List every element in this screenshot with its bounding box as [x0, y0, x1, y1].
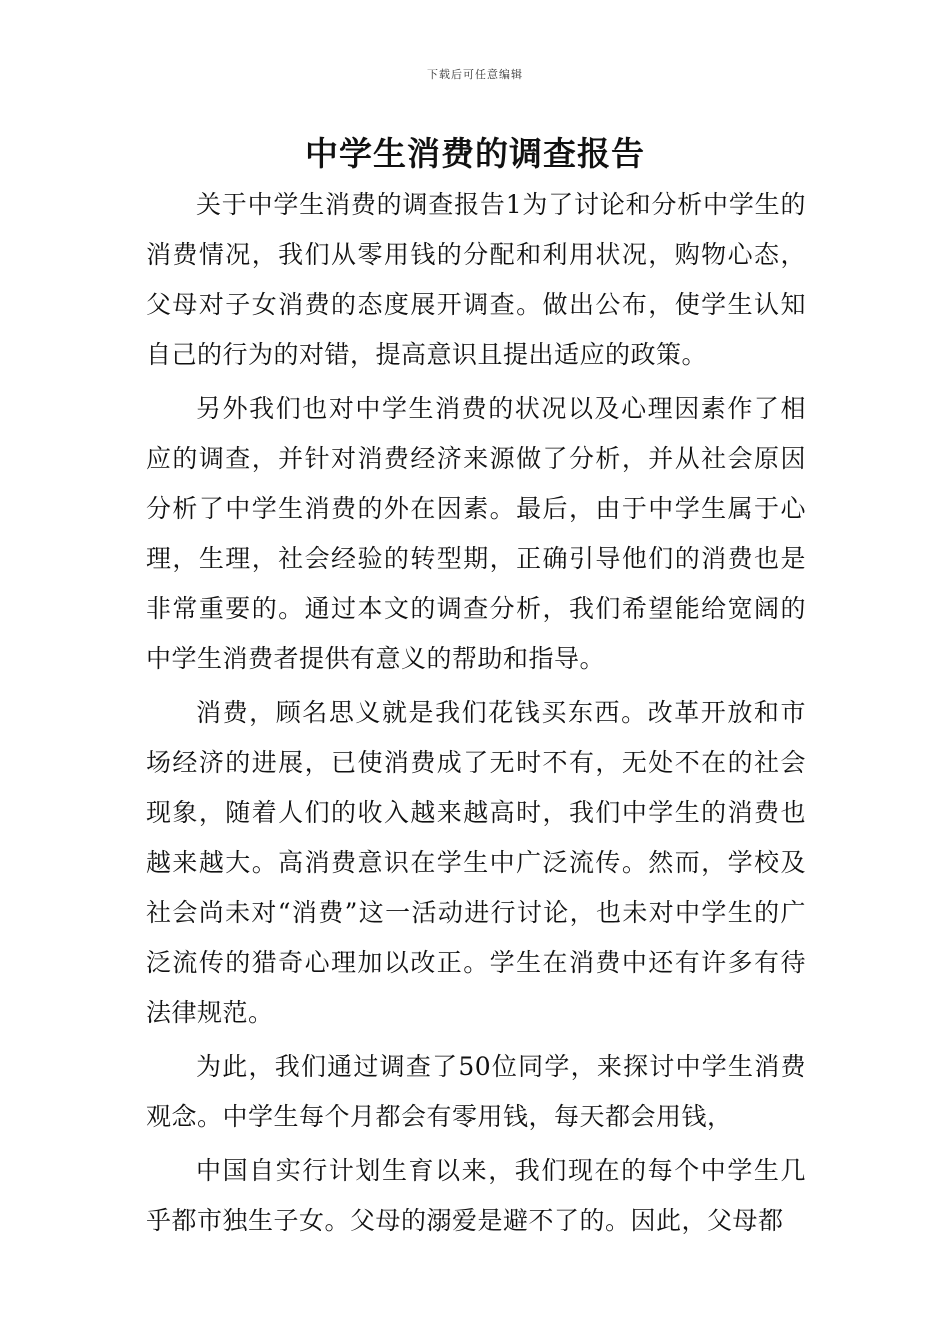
header-note: 下载后可任意编辑: [427, 68, 523, 81]
paragraph-2: 另外我们也对中学生消费的状况以及心理因素作了相应的调查，并针对消费经济来源做了分析，并从社会原因分析了中学生消费的外在因素。最后，由于中学生属于心理，生理，社会经验的转型期，正确引导他们的消费也是非常重要的。通过本文的调查分析，我们希望能给宽阔的中学生消费者提供有意义的帮助和指导。: [146, 394, 806, 673]
document-body: [146, 180, 806, 1250]
document-title: 中学生消费的调查报告: [305, 134, 645, 173]
paragraph-1: 关于中学生消费的调查报告1为了讨论和分析中学生的消费情况，我们从零用钱的分配和利用状况，购物心态，父母对子女消费的态度展开调查。做出公布，使学生认知自己的行为的对错，提高意识且提出适应的政策。: [146, 190, 806, 369]
paragraph-3: 消费，顾名思义就是我们花钱买东西。改革开放和市场经济的进展，已使消费成了无时不有，无处不在的社会现象，随着人们的收入越来越高时，我们中学生的消费也越来越大。高消费意识在学生中广泛流传。然而，学校及社会尚未对“消费”这一活动进行讨论，也未对中学生的广泛流传的猎奇心理加以改正。学生在消费中还有许多有待法律规范。: [146, 698, 806, 1027]
paragraph-4: 为此，我们通过调查了50位同学，来探讨中学生消费观念。中学生每个月都会有零用钱，每天都会用钱，: [146, 1052, 806, 1131]
paragraph-5: 中国自实行计划生育以来，我们现在的每个中学生几乎都市独生子女。父母的溺爱是避不了的。因此，父母都: [146, 1156, 806, 1235]
